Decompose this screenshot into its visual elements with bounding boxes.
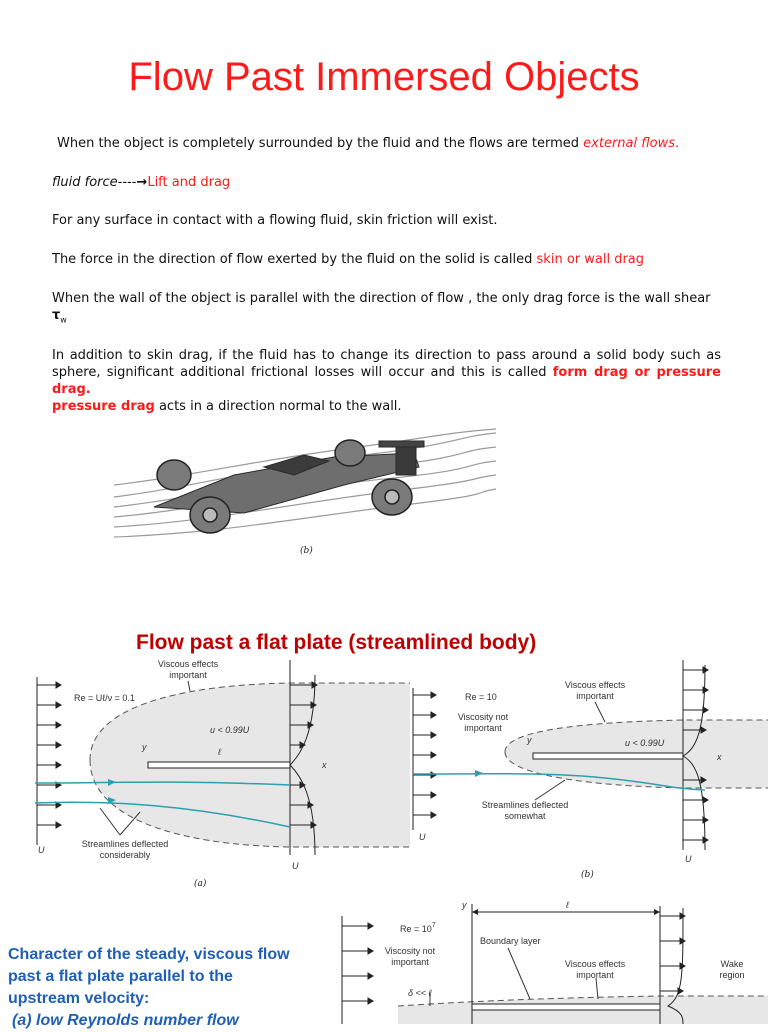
character-line-4: (a) low Reynolds number flow bbox=[12, 1012, 239, 1029]
car-figure-caption: (b) bbox=[300, 546, 313, 556]
para7-text: acts in a direction normal to the wall. bbox=[154, 399, 402, 414]
fig-c-wake-2: region bbox=[719, 970, 745, 980]
right-arrow-icon: → bbox=[136, 175, 148, 190]
paragraph-skin-friction: For any surface in contact with a flowing fluid, skin friction will exist. bbox=[52, 213, 498, 228]
fig-b-u-label: u < 0.99U bbox=[625, 738, 665, 748]
fig-a-viscous-2: important bbox=[169, 670, 207, 680]
tau-symbol: τ bbox=[52, 308, 61, 323]
external-flows-term: external flows bbox=[583, 136, 676, 151]
flat-plate-figure-c bbox=[338, 896, 768, 1024]
fig-a-U-bottom: U bbox=[292, 861, 299, 871]
fig-b-notimp-2: important bbox=[464, 723, 502, 733]
skin-wall-drag-term: skin or wall drag bbox=[536, 252, 645, 267]
paragraph-fluid-force bbox=[52, 174, 230, 191]
fig-c-delta: δ << ℓ bbox=[408, 988, 432, 998]
flat-plate-figure-b bbox=[405, 660, 768, 870]
flat-plate-figure-a bbox=[30, 655, 410, 871]
fig-a-viscous-1: Viscous effects bbox=[157, 659, 219, 669]
fig-b-U-bottom: U bbox=[685, 854, 692, 864]
fig-b-y: y bbox=[527, 735, 532, 745]
fig-c-wake-1: Wake bbox=[720, 959, 744, 969]
paragraph-external-flows bbox=[57, 135, 737, 152]
para4-text: The force in the direction of flow exerted by the fluid on the solid is called bbox=[52, 252, 537, 267]
paragraph-form-drag bbox=[52, 347, 721, 398]
para1-text: When the object is completely surrounded by the fluid and the flows are termed bbox=[57, 136, 584, 151]
fig-c-y: y bbox=[462, 900, 467, 910]
fig-c-reynolds-base: Re = 10 bbox=[400, 924, 432, 934]
fig-a-y: y bbox=[142, 742, 147, 752]
fig-b-reynolds: Re = 10 bbox=[465, 692, 497, 702]
character-line-3: upstream velocity: bbox=[8, 990, 150, 1007]
fig-b-viscous-2: important bbox=[576, 691, 614, 701]
paragraph-wall-drag bbox=[52, 251, 644, 268]
fig-c-boundary: Boundary layer bbox=[480, 936, 541, 946]
character-line-1: Character of the steady, viscous flow bbox=[8, 946, 290, 963]
fig-a-streamlines-1: Streamlines deflected bbox=[81, 839, 169, 849]
tau-subscript: w bbox=[60, 315, 67, 325]
fig-c-viscous-1: Viscous effects bbox=[564, 959, 626, 969]
fig-a-ell: ℓ bbox=[218, 747, 221, 757]
lift-and-drag-term: Lift and drag bbox=[147, 175, 231, 190]
fig-b-streamlines-2: somewhat bbox=[504, 811, 546, 821]
fig-c-reynolds bbox=[400, 922, 436, 934]
fig-b-U-left: U bbox=[419, 832, 426, 842]
fig-c-reynolds-exp: 7 bbox=[431, 922, 436, 929]
fig-c-notimp-1: Viscosity not bbox=[384, 946, 436, 956]
fig-a-streamlines-2: considerably bbox=[99, 850, 151, 860]
para6-text: In addition to skin drag, if the fluid has to change its direction to pass around a solid body such as sphere, significant additional frictional losses will occur and this is called bbox=[52, 348, 721, 380]
fig-c-viscous-2: important bbox=[576, 970, 614, 980]
paragraph-wall-shear bbox=[52, 290, 722, 329]
fig-a-u-label: u < 0.99U bbox=[210, 725, 250, 735]
section-title-flat-plate: Flow past a flat plate (streamlined body) bbox=[136, 631, 537, 654]
fig-b-notimp-1: Viscosity not bbox=[457, 712, 509, 722]
form-drag-term: form drag or pressure drag bbox=[52, 365, 721, 397]
fig-a-reynolds: Re = Uℓ/ν = 0.1 bbox=[74, 693, 135, 703]
para1-end: . bbox=[675, 136, 680, 151]
fig-b-x: x bbox=[717, 752, 722, 762]
figure-b-caption: (b) bbox=[581, 870, 594, 880]
fig-a-U-left: U bbox=[38, 845, 45, 855]
fig-b-streamlines-1: Streamlines deflected bbox=[481, 800, 569, 810]
fig-c-notimp-2: important bbox=[391, 957, 429, 967]
fig-a-x: x bbox=[322, 760, 327, 770]
paragraph-pressure-drag bbox=[52, 398, 402, 415]
para5-text: When the wall of the object is parallel with the direction of flow , the only drag force is the wall shear bbox=[52, 291, 711, 306]
fig-c-ell: ℓ bbox=[566, 900, 569, 910]
character-line-2: past a flat plate parallel to the bbox=[8, 968, 233, 985]
para6-end: . bbox=[85, 382, 91, 397]
page-title: Flow Past Immersed Objects bbox=[128, 55, 640, 99]
fig-b-viscous-1: Viscous effects bbox=[564, 680, 626, 690]
flow-character-description bbox=[8, 944, 328, 1032]
figure-a-caption: (a) bbox=[194, 879, 207, 889]
fluid-force-label: fluid force---- bbox=[52, 175, 137, 190]
pressure-drag-term: pressure drag bbox=[52, 399, 155, 414]
race-car-streamlines-image bbox=[114, 427, 496, 547]
